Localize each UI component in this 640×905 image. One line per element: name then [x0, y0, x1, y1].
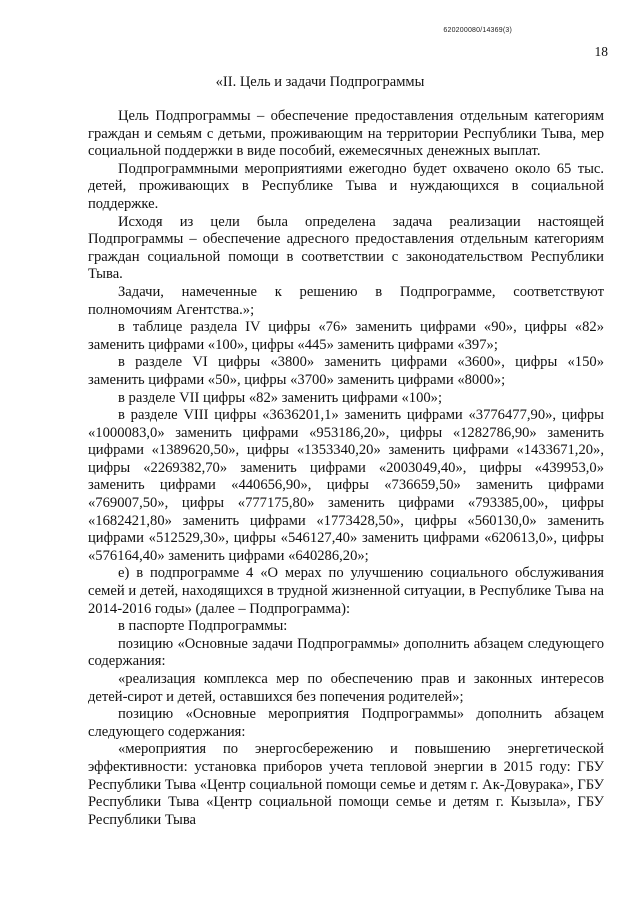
document-body: [88, 108, 604, 829]
paragraph: Цель Подпрограммы – обеспечение предоставления отдельным категориям граждан и семьям с детьми, проживающим на территории Республики Тыва, мер социальной поддержки в виде пособий, ежемесячных денежных выплат.: [88, 108, 604, 160]
paragraph: «реализация комплекса мер по обеспечению прав и законных интересов детей-сирот и детей, оставшихся без попечения родителей»;: [88, 671, 604, 705]
paragraph: Подпрограммными мероприятиями ежегодно будет охвачено около 65 тыс. детей, проживающих в Республике Тыва и нуждающихся в социальной поддержке.: [88, 160, 604, 212]
paragraph: в разделе VII цифры «82» заменить цифрами «100»;: [118, 389, 443, 406]
page-number: 18: [594, 44, 608, 59]
paragraph: в таблице раздела IV цифры «76» заменить цифрами «90», цифры «82» заменить цифрами «100», цифры «445» заменить цифрами «397»;: [88, 319, 604, 353]
paragraph: в паспорте Подпрограммы:: [118, 618, 288, 635]
document-code: 620200080/14369(3): [443, 27, 512, 34]
paragraph: в разделе VI цифры «3800» заменить цифрами «3600», цифры «150» заменить цифрами «50», цифры «3700» заменить цифрами «8000»;: [88, 354, 604, 388]
paragraph: позицию «Основные задачи Подпрограммы» дополнить абзацем следующего содержания:: [88, 635, 604, 670]
paragraph: позицию «Основные мероприятия Подпрограммы» дополнить абзацем следующего содержания:: [88, 706, 604, 740]
paragraph: в разделе VIII цифры «3636201,1» заменить цифрами «3776477,90», цифры «1000083,0» заменить цифрами «953186,20», цифры «1282786,90» заменить цифрами «1389620,50», цифры «1353340,20» заменить цифрами «1433671,20», цифры «2269382,70» заменить цифрами «2003049,40», цифры «439953,0» заменить цифрами «440656,90», цифры «736659,50» заменить цифрами «769007,50», цифры «777175,80» заменить цифрами «793385,00», цифры «1682421,80» заменить цифрами «1773428,50», цифры «560130,0» заменить цифрами «512529,30», цифры «546127,40» заменить цифрами «620613,0», цифры «576164,40» заменить цифрами «640286,20»;: [88, 407, 604, 564]
paragraph: Задачи, намеченные к решению в Подпрограмме, соответствуют полномочиям Агентства.»;: [88, 283, 604, 318]
paragraph: е) в подпрограмме 4 «О мерах по улучшению социального обслуживания семей и детей, находящихся в трудной жизненной ситуации, в Республике Тыва на 2014-2016 годы» (далее – Подпрограмма):: [88, 565, 604, 617]
section-heading: «II. Цель и задачи Подпрограммы: [215, 74, 425, 90]
paragraph: Исходя из цели была определена задача реализации настоящей Подпрограммы – обеспечение адресного предоставления отдельным категориям граждан социальной помощи в соответствии с законодательством Республики Тыва.: [88, 213, 604, 283]
paragraph: «мероприятия по энергосбережению и повышению энергетической эффективности: установка приборов учета тепловой энергии в 2015 году: ГБУ Республики Тыва «Центр социальной помощи семье и детям г. Ак-Довурака», ГБУ Республики Тыва «Центр социальной помощи семье и детям г. Кызыла», ГБУ Республики Тыва: [88, 741, 604, 828]
